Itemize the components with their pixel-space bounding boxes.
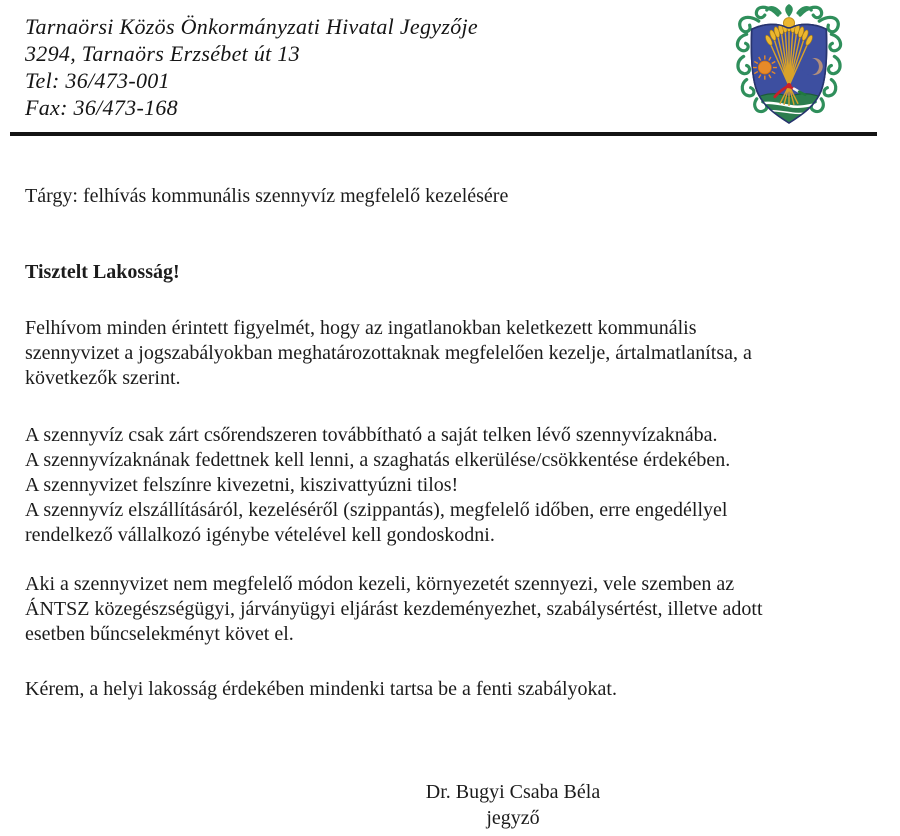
letterhead-address: 3294, Tarnaörs Erzsébet út 13 — [25, 41, 300, 66]
moon-icon — [802, 58, 823, 75]
paragraph-closing — [25, 677, 875, 702]
body-line: Aki a szennyvizet nem megfelelő módon kezeli, környezetét szennyezi, vele szemben az — [25, 573, 735, 595]
signature-title: jegyző — [486, 807, 540, 829]
signature-block — [313, 779, 713, 831]
header-divider — [10, 132, 877, 136]
subject-line: Tárgy: felhívás kommunális szennyvíz megfelelő kezelésére — [25, 185, 509, 207]
body-line: szennyvizet a jogszabályokban meghatározottaknak megfelelően kezelje, ártalmatlanítsa, a — [25, 342, 752, 364]
letterhead-fax: Fax: 36/473-168 — [25, 95, 178, 120]
salutation: Tisztelt Lakosság! — [25, 261, 180, 283]
signature-name: Dr. Bugyi Csaba Béla — [425, 781, 601, 803]
body-line: A szennyvízaknának fedettnek kell lenni, a szaghatás elkerülése/csökkentése érdekében. — [25, 449, 731, 471]
letterhead-phone: Tel: 36/473-001 — [25, 68, 170, 93]
paragraph-warning — [25, 572, 875, 647]
body-line: A szennyvíz csak zárt csőrendszeren továbbítható a saját telken lévő szennyvízaknába. — [25, 424, 718, 446]
body-line: rendelkező vállalkozó igénybe vételével kell gondoskodni. — [25, 524, 495, 546]
coat-of-arms-icon — [733, 4, 845, 126]
paragraph-intro — [25, 316, 875, 391]
body-line: Kérem, a helyi lakosság érdekében mindenki tartsa be a fenti szabályokat. — [25, 678, 617, 700]
letterhead — [25, 13, 478, 121]
body-line: Felhívom minden érintett figyelmét, hogy az ingatlanokban keletkezett kommunális — [25, 317, 697, 339]
body-line: A szennyvíz elszállításáról, kezeléséről (szippantás), megfelelő időben, erre engedéllyel — [25, 499, 728, 521]
body-line: ÁNTSZ közegészségügyi, járványügyi eljárást kezdeményezhet, szabálysértést, illetve adott — [25, 598, 763, 620]
paragraph-rules — [25, 423, 875, 548]
body-line: esetben bűncselekményt követ el. — [25, 623, 294, 645]
letterhead-org-name: Tarnaörsi Közös Önkormányzati Hivatal Jegyzője — [25, 14, 478, 39]
body-line: A szennyvizet felszínre kivezetni, kiszivattyúzni tilos! — [25, 474, 459, 496]
body-line: következők szerint. — [25, 367, 181, 389]
